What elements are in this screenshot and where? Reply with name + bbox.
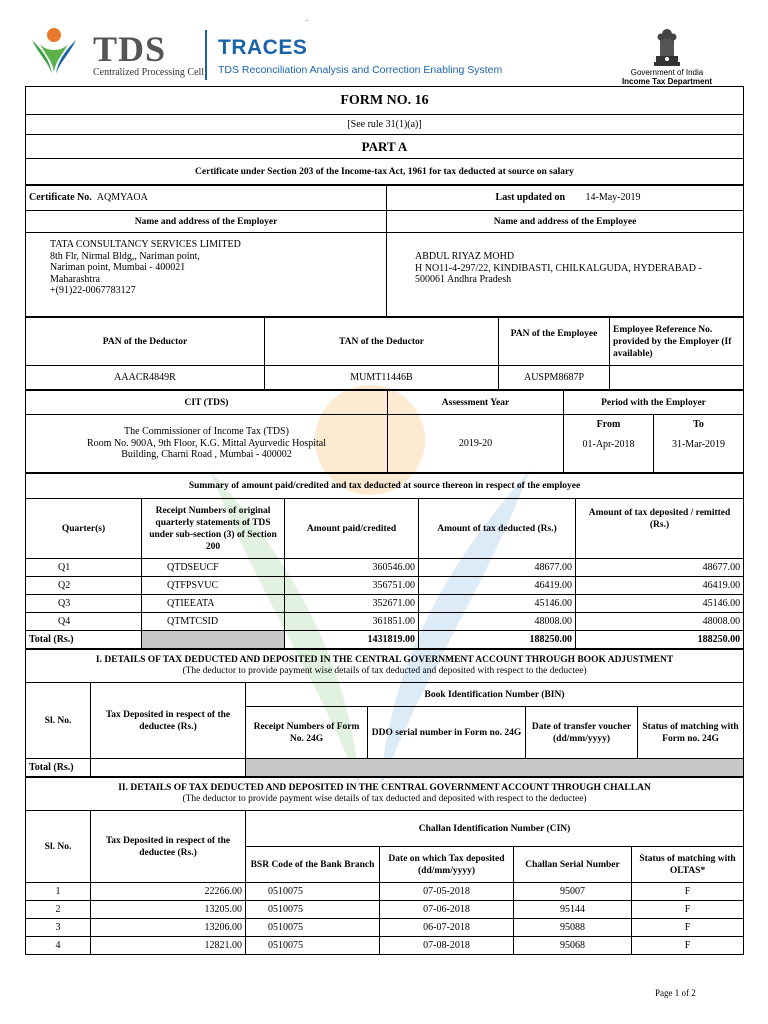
employee-line: ABDUL RIYAZ MOHD: [415, 251, 515, 262]
total-label: Total (Rs.): [26, 631, 142, 649]
to-value: 31-Mar-2019: [654, 435, 744, 473]
tax: 13205.00: [91, 901, 246, 919]
sl: 4: [26, 937, 91, 955]
employer-line: Nariman point, Mumbai - 400021: [50, 262, 186, 273]
government-of-india-label: [612, 68, 722, 86]
employee-line: 500061 Andhra Pradesh: [415, 274, 512, 285]
total-deducted: 188250.00: [419, 631, 576, 649]
total-row: [26, 631, 744, 649]
employer-address: [26, 233, 387, 317]
goi-line1: Government of India: [630, 68, 704, 77]
table-row: [26, 577, 744, 595]
pan-employee-value: AUSPM8687P: [499, 366, 610, 390]
bsr: 0510075: [246, 919, 380, 937]
certificate-cell: [26, 186, 387, 211]
certificate-label: Certificate No.: [29, 192, 92, 203]
pan-deductor-label: PAN of the Deductor: [26, 318, 265, 366]
col-paid: Amount paid/credited: [285, 499, 419, 559]
table-row: [26, 901, 744, 919]
total-receipt-blank: [142, 631, 285, 649]
header-divider: [205, 30, 207, 80]
paid: 361851.00: [285, 613, 419, 631]
certificate-no: AQMYAOA: [96, 192, 148, 203]
status: F: [632, 937, 744, 955]
cit-table: [25, 390, 744, 473]
bsr: 0510075: [246, 883, 380, 901]
book-col-receipt: Receipt Numbers of Form No. 24G: [246, 707, 368, 759]
certificate-heading: Certificate under Section 203 of the Income-tax Act, 1961 for tax deducted at source on salary: [26, 159, 744, 185]
challan-col-bsr: BSR Code of the Bank Branch: [246, 847, 380, 883]
to-label: To: [654, 415, 744, 435]
challan-heading-cell: [26, 778, 744, 811]
deducted: 45146.00: [419, 595, 576, 613]
paid: 352671.00: [285, 595, 419, 613]
deducted: 48008.00: [419, 613, 576, 631]
summary-table: [25, 473, 744, 649]
col-receipt: Receipt Numbers of original quarterly statements of TDS under sub-section (3) of Section 200: [142, 499, 285, 559]
challan-subheading: (The deductor to provide payment wise details of tax deducted and deposited with respect to the deductee): [182, 794, 587, 804]
employee-line: H NO11-4-297/22, KINDIBASTI, CHILKALGUDA, HYDERABAD -: [415, 262, 702, 274]
receipt: QTIEEATA: [142, 595, 285, 613]
serial: 95144: [514, 901, 632, 919]
traces-brand: TRACES: [218, 36, 308, 59]
challan-col-tax: Tax Deposited in respect of the deductee (Rs.): [91, 811, 246, 883]
book-total-label: Total (Rs.): [26, 759, 91, 777]
pan-deductor-value: AAACR4849R: [26, 366, 265, 390]
sl: 3: [26, 919, 91, 937]
tax: 22266.00: [91, 883, 246, 901]
cit-line: Building, Charni Road , Mumbai - 400002: [121, 449, 292, 461]
cin-heading: Challan Identification Number (CIN): [246, 811, 744, 847]
quarter: Q2: [26, 577, 142, 595]
challan-col-sl: Sl. No.: [26, 811, 91, 883]
national-emblem-icon: [652, 26, 682, 68]
date: 07-06-2018: [380, 901, 514, 919]
last-updated-label: Last updated on: [495, 192, 565, 203]
table-row: [26, 919, 744, 937]
quarter: Q3: [26, 595, 142, 613]
last-updated-date: 14-May-2019: [585, 192, 641, 203]
tds-logo-icon: [30, 26, 78, 76]
deducted: 48677.00: [419, 559, 576, 577]
paid: 360546.00: [285, 559, 419, 577]
from-value: 01-Apr-2018: [564, 435, 654, 473]
from-label: From: [564, 415, 654, 435]
form-16: [25, 86, 743, 955]
book-col-status: Status of matching with Form no. 24G: [638, 707, 744, 759]
book-total-blank: [246, 759, 744, 777]
goi-line2: Income Tax Department: [621, 77, 713, 86]
bsr: 0510075: [246, 937, 380, 955]
challan-heading: II. DETAILS OF TAX DEDUCTED AND DEPOSITED IN THE CENTRAL GOVERNMENT ACCOUNT THROUGH CHALLAN: [118, 782, 651, 793]
challan-col-serial: Challan Serial Number: [514, 847, 632, 883]
certificate-table: [25, 185, 744, 317]
book-col-ddo: DDO serial number in Form no. 24G: [368, 707, 526, 759]
book-col-sl: Sl. No.: [26, 683, 91, 759]
deposited: 46419.00: [576, 577, 744, 595]
receipt: QTMTCSID: [142, 613, 285, 631]
book-col-date: Date of transfer voucher (dd/mm/yyyy): [526, 707, 638, 759]
table-row: [26, 559, 744, 577]
date: 07-05-2018: [380, 883, 514, 901]
assessment-year-label: Assessment Year: [388, 391, 564, 415]
sl: 1: [26, 883, 91, 901]
page-header: [0, 0, 768, 86]
total-paid: 1431819.00: [285, 631, 419, 649]
receipt: QTFPSVUC: [142, 577, 285, 595]
bsr: 0510075: [246, 901, 380, 919]
tax: 12821.00: [91, 937, 246, 955]
employee-address: [387, 233, 744, 317]
employer-line: 8th Flr, Nirmal Bldg,, Nariman point,: [50, 250, 200, 262]
employer-line: +(91)22-0067783127: [50, 285, 136, 296]
book-heading: I. DETAILS OF TAX DEDUCTED AND DEPOSITED IN THE CENTRAL GOVERNMENT ACCOUNT THROUGH BOOK ADJUSTMENT: [95, 654, 674, 665]
last-updated-cell: [387, 186, 744, 211]
tds-brand: TDS: [93, 29, 167, 69]
cit-line: The Commissioner of Income Tax (TDS): [124, 426, 289, 438]
form-rule: [See rule 31(1)(a)]: [26, 115, 744, 135]
part-title: PART A: [26, 135, 744, 159]
col-quarter: Quarter(s): [26, 499, 142, 559]
employer-heading: Name and address of the Employer: [26, 211, 387, 233]
employee-ref-value: [610, 366, 744, 390]
deposited: 48677.00: [576, 559, 744, 577]
book-subheading: (The deductor to provide payment wise details of tax deducted and deposited with respect to the deductee): [182, 666, 587, 676]
receipt: QTDSEUCF: [142, 559, 285, 577]
employee-ref-label: Employee Reference No. provided by the Employer (If available): [610, 318, 744, 366]
col-deducted: Amount of tax deducted (Rs.): [419, 499, 576, 559]
assessment-year-value: 2019-20: [388, 415, 564, 473]
table-row: [26, 937, 744, 955]
serial: 95068: [514, 937, 632, 955]
pan-employee-label: PAN of the Employee: [499, 318, 610, 366]
table-row: [26, 595, 744, 613]
sl: 2: [26, 901, 91, 919]
bin-heading: Book Identification Number (BIN): [246, 683, 744, 707]
serial: 95007: [514, 883, 632, 901]
tan-deductor-value: MUMT11446B: [265, 366, 499, 390]
paid: 356751.00: [285, 577, 419, 595]
book-total-value: [91, 759, 246, 777]
cit-label: CIT (TDS): [26, 391, 388, 415]
challan-col-date: Date on which Tax deposited (dd/mm/yyyy): [380, 847, 514, 883]
cit-address: [26, 415, 388, 473]
challan-col-status: Status of matching with OLTAS*: [632, 847, 744, 883]
tds-subtitle: Centralized Processing Cell: [93, 67, 205, 78]
deposited: 45146.00: [576, 595, 744, 613]
book-col-tax: Tax Deposited in respect of the deductee (Rs.): [91, 683, 246, 759]
col-deposited: Amount of tax deposited / remitted (Rs.): [576, 499, 744, 559]
status: F: [632, 919, 744, 937]
table-row: [26, 883, 744, 901]
challan-table: [25, 777, 744, 955]
date: 06-07-2018: [380, 919, 514, 937]
employee-heading: Name and address of the Employee: [387, 211, 744, 233]
page-number: Page 1 of 2: [655, 988, 696, 998]
deducted: 46419.00: [419, 577, 576, 595]
date: 07-08-2018: [380, 937, 514, 955]
summary-heading: Summary of amount paid/credited and tax deducted at source thereon in respect of the employee: [26, 474, 744, 499]
total-deposited: 188250.00: [576, 631, 744, 649]
period-label: Period with the Employer: [564, 391, 744, 415]
deposited: 48008.00: [576, 613, 744, 631]
table-row: [26, 613, 744, 631]
employer-line: Maharashtra: [50, 273, 100, 285]
form-header-table: [25, 86, 744, 185]
quarter: Q4: [26, 613, 142, 631]
tan-deductor-label: TAN of the Deductor: [265, 318, 499, 366]
form-title: FORM NO. 16: [26, 87, 744, 115]
ids-table: [25, 317, 744, 390]
status: F: [632, 901, 744, 919]
serial: 95088: [514, 919, 632, 937]
traces-subtitle: TDS Reconciliation Analysis and Correction Enabling System: [218, 64, 503, 76]
employer-line: TATA CONSULTANCY SERVICES LIMITED: [50, 239, 241, 250]
quarter: Q1: [26, 559, 142, 577]
book-heading-cell: [26, 650, 744, 683]
status: F: [632, 883, 744, 901]
cit-line: Room No. 900A, 9th Floor, K.G. Mittal Ayurvedic Hospital: [87, 437, 326, 449]
book-adjustment-table: [25, 649, 744, 777]
tax: 13206.00: [91, 919, 246, 937]
